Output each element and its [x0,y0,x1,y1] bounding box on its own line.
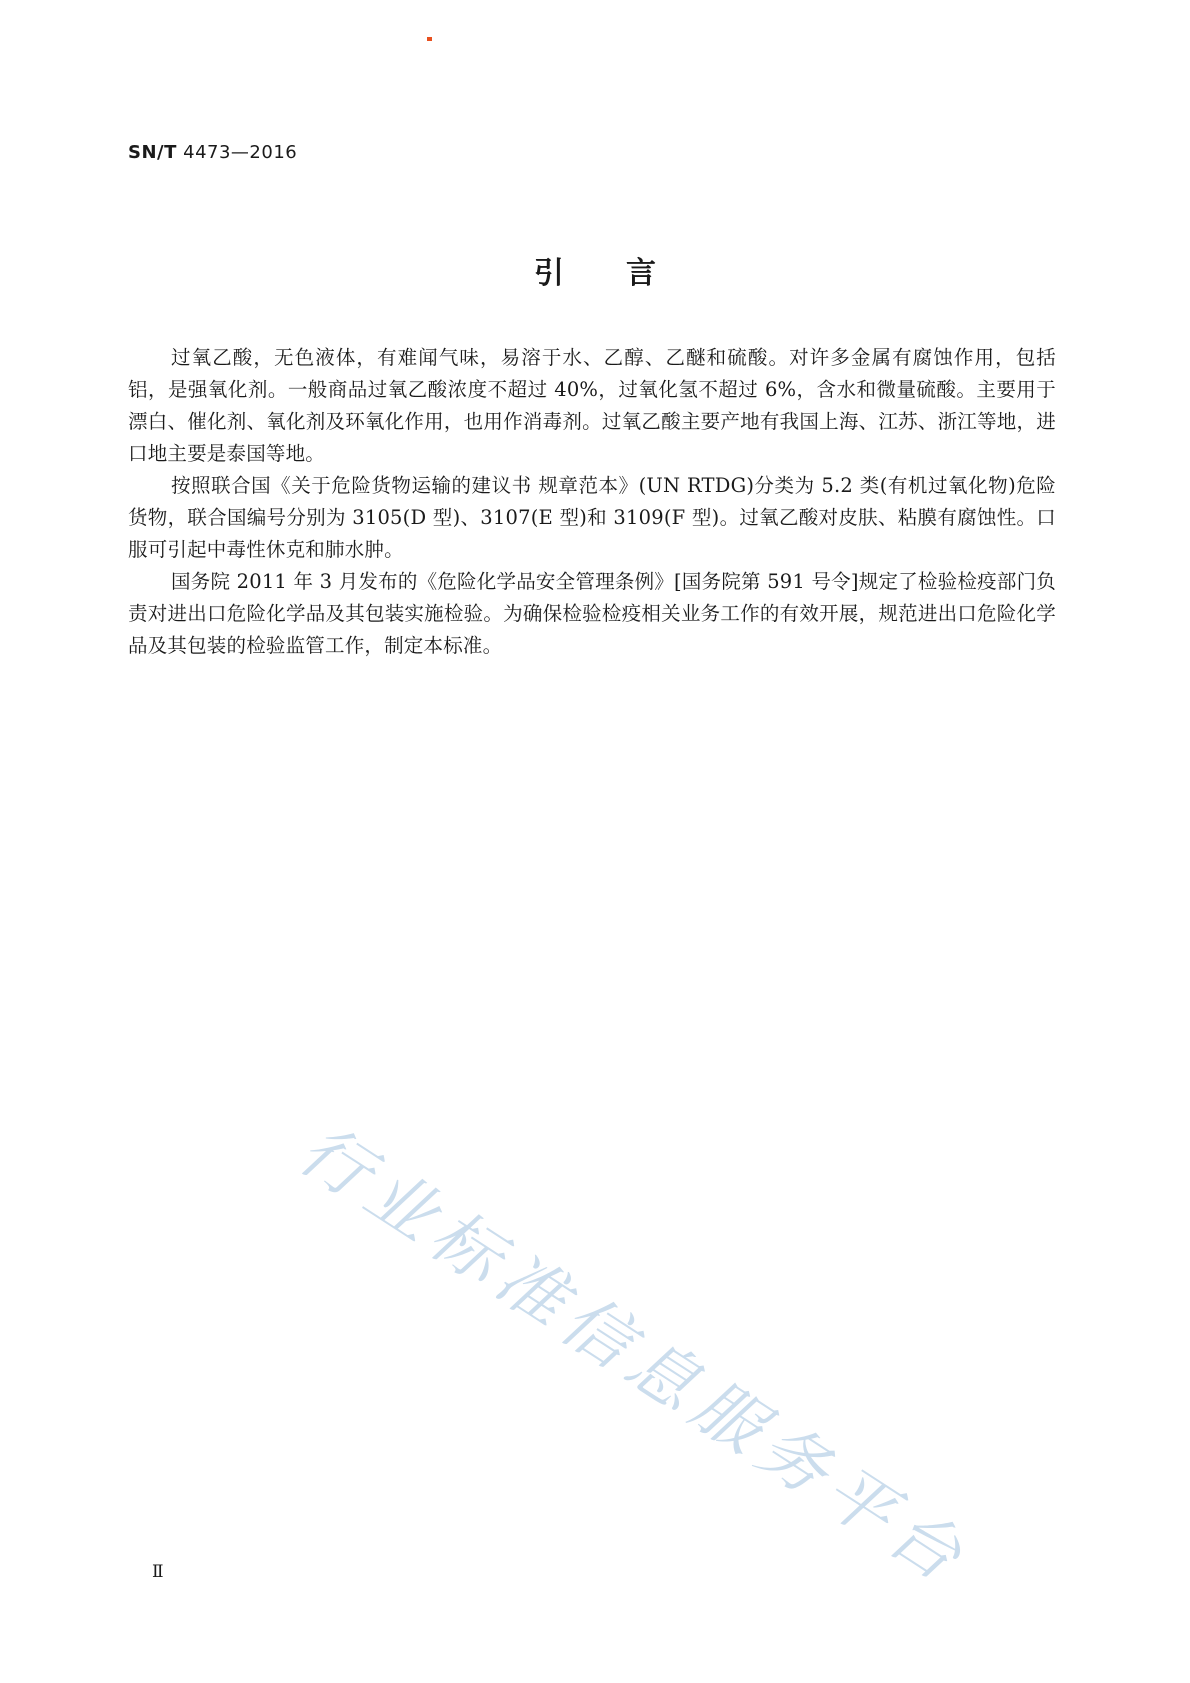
top-mark [427,37,432,41]
paragraph-3: 国务院 2011 年 3 月发布的《危险化学品安全管理条例》[国务院第 591 号令]规定了检验检疫部门负责对进出口危险化学品及其包装实施检验。为确保检验检疫相关业务工作的有效开展，规范进出口危险化学品及其包装的检验监管工作，制定本标准。 [128,570,1056,657]
paragraph-2: 按照联合国《关于危险货物运输的建议书 规章范本》(UN RTDG)分类为 5.2 类(有机过氧化物)危险货物，联合国编号分别为 3105(D 型)、3107(E 型)和 3109(F 型)。过氧乙酸对皮肤、粘膜有腐蚀性。口服可引起中毒性休克和肺水肿。 [128,474,1056,561]
standard-prefix: SN/T [128,142,177,163]
paragraph-1: 过氧乙酸，无色液体，有难闻气味，易溶于水、乙醇、乙醚和硫酸。对许多金属有腐蚀作用，包括铝，是强氧化剂。一般商品过氧乙酸浓度不超过 40%，过氧化氢不超过 6%，含水和微量硫酸。主要用于漂白、催化剂、氧化剂及环氧化作用，也用作消毒剂。过氧乙酸主要产地有我国上海、江苏、浙江等地，进口地主要是泰国等地。 [128,346,1056,465]
page-number: Ⅱ [152,1562,164,1582]
standard-code: 4473—2016 [183,142,298,163]
standard-number [128,142,297,163]
body-text [128,342,1056,662]
page-title: 引言 [534,256,718,291]
watermark: 行业标准信息服务平台 [285,1110,983,1602]
